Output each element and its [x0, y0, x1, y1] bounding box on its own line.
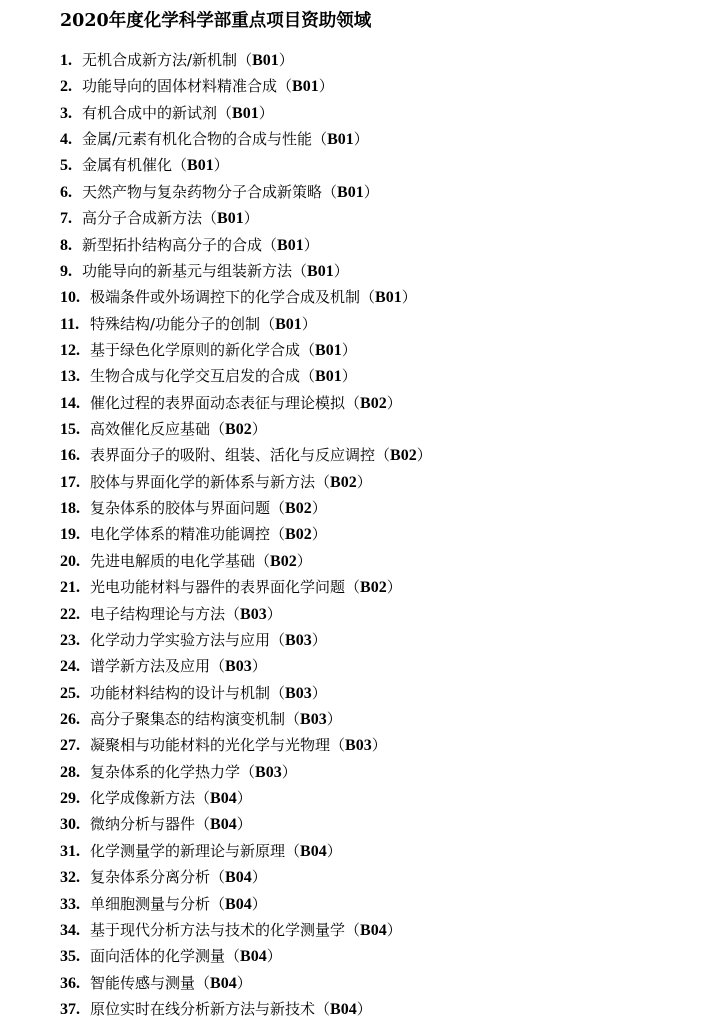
item-open-paren: （	[300, 367, 316, 386]
item-text: 化学测量学的新理论与新原理	[90, 841, 286, 860]
list-item	[60, 601, 432, 627]
item-open-paren: （	[262, 235, 278, 254]
list-item	[60, 521, 432, 547]
item-code: B02	[360, 579, 387, 597]
item-close-paren: ）	[371, 736, 387, 755]
item-number: 8.	[60, 236, 72, 254]
item-code: B02	[330, 473, 357, 491]
item-close-paren: ）	[356, 472, 372, 491]
item-close-paren: ）	[258, 103, 274, 122]
item-open-paren: （	[240, 762, 256, 781]
item-close-paren: ）	[278, 51, 294, 69]
item-open-paren: （	[375, 446, 391, 465]
list-item	[60, 627, 432, 653]
item-close-paren: ）	[416, 446, 432, 465]
item-number: 12.	[60, 341, 80, 359]
item-text: 基于绿色化学原则的新化学合成	[90, 340, 301, 359]
item-number: 36.	[60, 974, 80, 992]
item-code: B01	[232, 104, 259, 122]
item-code: B01	[292, 78, 319, 96]
item-text: 化学动力学实验方法与应用	[90, 630, 271, 649]
item-code: B04	[210, 816, 237, 834]
list-item	[60, 416, 432, 442]
item-code: B04	[360, 921, 387, 939]
item-number: 23.	[60, 631, 80, 649]
item-code: B04	[225, 869, 252, 887]
item-open-paren: （	[360, 288, 376, 307]
item-code: B03	[225, 658, 252, 676]
item-number: 14.	[60, 394, 80, 412]
list-item	[60, 258, 432, 284]
item-code: B02	[270, 552, 297, 570]
item-code: B01	[375, 289, 402, 307]
item-open-paren: （	[225, 604, 241, 623]
item-code: B02	[285, 526, 312, 544]
item-close-paren: ）	[296, 551, 312, 570]
item-open-paren: （	[195, 789, 211, 808]
list-item	[60, 996, 432, 1022]
list-item	[60, 838, 432, 864]
list-item	[60, 970, 432, 996]
list-item	[60, 390, 432, 416]
item-text: 智能传感与测量	[90, 973, 196, 992]
list-item	[60, 574, 432, 600]
item-code: B04	[210, 974, 237, 992]
item-close-paren: ）	[243, 209, 259, 228]
item-number: 26.	[60, 710, 80, 728]
list-item	[60, 100, 432, 126]
item-open-paren: （	[300, 340, 316, 359]
list-item	[60, 179, 432, 205]
item-open-paren: （	[285, 709, 301, 728]
item-code: B01	[187, 157, 214, 175]
item-open-paren: （	[270, 630, 286, 649]
list-item	[60, 363, 432, 389]
list-item	[60, 706, 432, 732]
item-close-paren: ）	[281, 762, 297, 781]
item-number: 1.	[60, 52, 72, 69]
item-close-paren: ）	[326, 709, 342, 728]
item-close-paren: ）	[356, 999, 372, 1018]
item-number: 33.	[60, 895, 80, 913]
item-text: 生物合成与化学交互启发的合成	[90, 367, 301, 386]
list-item	[60, 311, 432, 337]
item-text: 特殊结构/功能分子的创制	[90, 314, 261, 333]
item-number: 17.	[60, 473, 80, 491]
item-text: 表界面分子的吸附、组装、活化与反应调控	[90, 446, 376, 465]
item-open-paren: （	[315, 472, 331, 491]
item-code: B01	[252, 52, 279, 69]
item-close-paren: ）	[363, 182, 379, 201]
item-open-paren: （	[330, 736, 346, 755]
item-open-paren: （	[322, 182, 338, 201]
item-code: B01	[315, 368, 342, 386]
list-item	[60, 680, 432, 706]
item-text: 化学成像新方法	[90, 789, 196, 808]
item-text: 原位实时在线分析新方法与新技术	[90, 999, 316, 1018]
item-code: B04	[240, 948, 267, 966]
item-code: B02	[285, 500, 312, 518]
list-item	[60, 47, 432, 73]
item-open-paren: （	[345, 578, 361, 597]
item-text: 金属/元素有机化合物的合成与性能	[82, 130, 313, 149]
item-text: 催化过程的表界面动态表征与理论模拟	[90, 393, 346, 412]
item-text: 天然产物与复杂药物分子合成新策略	[82, 182, 323, 201]
item-number: 24.	[60, 658, 80, 676]
list-item	[60, 205, 432, 231]
item-text: 高分子合成新方法	[82, 209, 203, 228]
item-close-paren: ）	[301, 314, 317, 333]
item-open-paren: （	[237, 51, 253, 69]
item-code: B02	[360, 394, 387, 412]
item-text: 面向活体的化学测量	[90, 947, 226, 966]
item-code: B03	[255, 763, 282, 781]
item-open-paren: （	[195, 815, 211, 834]
item-number: 30.	[60, 816, 80, 834]
item-text: 极端条件或外场调控下的化学合成及机制	[90, 288, 361, 307]
item-number: 37.	[60, 1000, 80, 1018]
list-item	[60, 73, 432, 99]
item-code: B01	[277, 236, 304, 254]
item-open-paren: （	[292, 261, 308, 280]
item-text: 电化学体系的精准功能调控	[90, 525, 271, 544]
item-text: 高分子聚集态的结构演变机制	[90, 709, 286, 728]
list-item	[60, 126, 432, 152]
item-text: 功能导向的新基元与组装新方法	[82, 261, 293, 280]
item-number: 7.	[60, 210, 72, 228]
item-text: 基于现代分析方法与技术的化学测量学	[90, 920, 346, 939]
item-code: B04	[210, 790, 237, 808]
item-close-paren: ）	[401, 288, 417, 307]
item-open-paren: （	[270, 683, 286, 702]
item-text: 有机合成中的新试剂	[82, 103, 218, 122]
item-number: 19.	[60, 526, 80, 544]
list-item	[60, 785, 432, 811]
item-code: B04	[300, 842, 327, 860]
item-text: 谱学新方法及应用	[90, 657, 211, 676]
item-open-paren: （	[255, 551, 271, 570]
item-open-paren: （	[260, 314, 276, 333]
item-close-paren: ）	[236, 973, 252, 992]
list-item	[60, 337, 432, 363]
item-code: B03	[285, 684, 312, 702]
item-text: 复杂体系的化学热力学	[90, 762, 241, 781]
item-open-paren: （	[312, 130, 328, 149]
item-close-paren: ）	[251, 894, 267, 913]
item-number: 2.	[60, 78, 72, 96]
item-text: 功能材料结构的设计与机制	[90, 683, 271, 702]
list-item	[60, 943, 432, 969]
item-open-paren: （	[285, 841, 301, 860]
item-open-paren: （	[172, 156, 188, 175]
item-close-paren: ）	[318, 77, 334, 96]
item-number: 13.	[60, 368, 80, 386]
item-close-paren: ）	[266, 947, 282, 966]
item-number: 5.	[60, 157, 72, 175]
list-item	[60, 864, 432, 890]
item-number: 22.	[60, 605, 80, 623]
list-item	[60, 891, 432, 917]
item-code: B01	[315, 341, 342, 359]
item-close-paren: ）	[251, 420, 267, 439]
item-code: B01	[337, 183, 364, 201]
item-open-paren: （	[202, 209, 218, 228]
item-close-paren: ）	[251, 868, 267, 887]
item-number: 18.	[60, 500, 80, 518]
item-number: 4.	[60, 131, 72, 149]
item-open-paren: （	[210, 894, 226, 913]
item-code: B01	[307, 262, 334, 280]
list-item	[60, 548, 432, 574]
item-close-paren: ）	[326, 841, 342, 860]
item-open-paren: （	[345, 393, 361, 412]
item-text: 复杂体系的胶体与界面问题	[90, 499, 271, 518]
item-number: 35.	[60, 948, 80, 966]
item-text: 先进电解质的电化学基础	[90, 551, 256, 570]
item-code: B03	[285, 631, 312, 649]
item-close-paren: ）	[303, 235, 319, 254]
item-code: B04	[330, 1000, 357, 1018]
item-close-paren: ）	[213, 156, 229, 175]
item-number: 16.	[60, 447, 80, 465]
item-close-paren: ）	[311, 525, 327, 544]
item-number: 27.	[60, 737, 80, 755]
item-close-paren: ）	[311, 630, 327, 649]
item-text: 高效催化反应基础	[90, 420, 211, 439]
item-number: 9.	[60, 262, 72, 280]
item-close-paren: ）	[251, 657, 267, 676]
list-item	[60, 442, 432, 468]
item-number: 32.	[60, 869, 80, 887]
item-close-paren: ）	[341, 340, 357, 359]
item-text: 单细胞测量与分析	[90, 894, 211, 913]
item-number: 3.	[60, 104, 72, 122]
item-open-paren: （	[195, 973, 211, 992]
item-number: 20.	[60, 552, 80, 570]
item-open-paren: （	[277, 77, 293, 96]
item-code: B03	[240, 605, 267, 623]
list-item	[60, 495, 432, 521]
list-item	[60, 469, 432, 495]
funding-area-list	[60, 47, 432, 1022]
item-text: 胶体与界面化学的新体系与新方法	[90, 472, 316, 491]
item-open-paren: （	[225, 947, 241, 966]
item-code: B02	[390, 447, 417, 465]
item-number: 6.	[60, 183, 72, 201]
item-code: B01	[217, 210, 244, 228]
item-code: B03	[300, 710, 327, 728]
item-close-paren: ）	[311, 683, 327, 702]
item-open-paren: （	[315, 999, 331, 1018]
item-code: B02	[225, 421, 252, 439]
item-close-paren: ）	[386, 578, 402, 597]
item-close-paren: ）	[236, 815, 252, 834]
list-item	[60, 653, 432, 679]
item-number: 34.	[60, 921, 80, 939]
item-text: 新型拓扑结构高分子的合成	[82, 235, 263, 254]
item-text: 功能导向的固体材料精准合成	[82, 77, 278, 96]
item-number: 31.	[60, 842, 80, 860]
item-number: 25.	[60, 684, 80, 702]
item-open-paren: （	[345, 920, 361, 939]
list-item	[60, 152, 432, 178]
item-code: B01	[327, 131, 354, 149]
item-open-paren: （	[270, 499, 286, 518]
list-item	[60, 811, 432, 837]
item-number: 11.	[60, 315, 80, 333]
item-close-paren: ）	[333, 261, 349, 280]
item-close-paren: ）	[353, 130, 369, 149]
list-item	[60, 232, 432, 258]
item-close-paren: ）	[266, 604, 282, 623]
item-open-paren: （	[270, 525, 286, 544]
item-text: 电子结构理论与方法	[90, 604, 226, 623]
item-open-paren: （	[217, 103, 233, 122]
item-code: B03	[345, 737, 372, 755]
item-number: 29.	[60, 790, 80, 808]
item-number: 21.	[60, 579, 80, 597]
item-number: 15.	[60, 421, 80, 439]
item-text: 无机合成新方法/新机制	[82, 51, 238, 69]
item-number: 28.	[60, 763, 80, 781]
item-close-paren: ）	[236, 789, 252, 808]
list-item	[60, 732, 432, 758]
document-title: 2020年度化学科学部重点项目资助领域	[60, 11, 372, 31]
list-item	[60, 759, 432, 785]
item-code: B04	[225, 895, 252, 913]
item-open-paren: （	[210, 868, 226, 887]
item-text: 凝聚相与功能材料的光化学与光物理	[90, 736, 331, 755]
list-item	[60, 917, 432, 943]
item-text: 金属有机催化	[82, 156, 173, 175]
item-close-paren: ）	[311, 499, 327, 518]
list-item	[60, 284, 432, 310]
item-open-paren: （	[210, 657, 226, 676]
item-code: B01	[275, 315, 302, 333]
item-close-paren: ）	[386, 393, 402, 412]
item-close-paren: ）	[341, 367, 357, 386]
item-text: 光电功能材料与器件的表界面化学问题	[90, 578, 346, 597]
item-close-paren: ）	[386, 920, 402, 939]
item-text: 微纳分析与器件	[90, 815, 196, 834]
item-open-paren: （	[210, 420, 226, 439]
item-text: 复杂体系分离分析	[90, 868, 211, 887]
item-number: 10.	[60, 289, 80, 307]
